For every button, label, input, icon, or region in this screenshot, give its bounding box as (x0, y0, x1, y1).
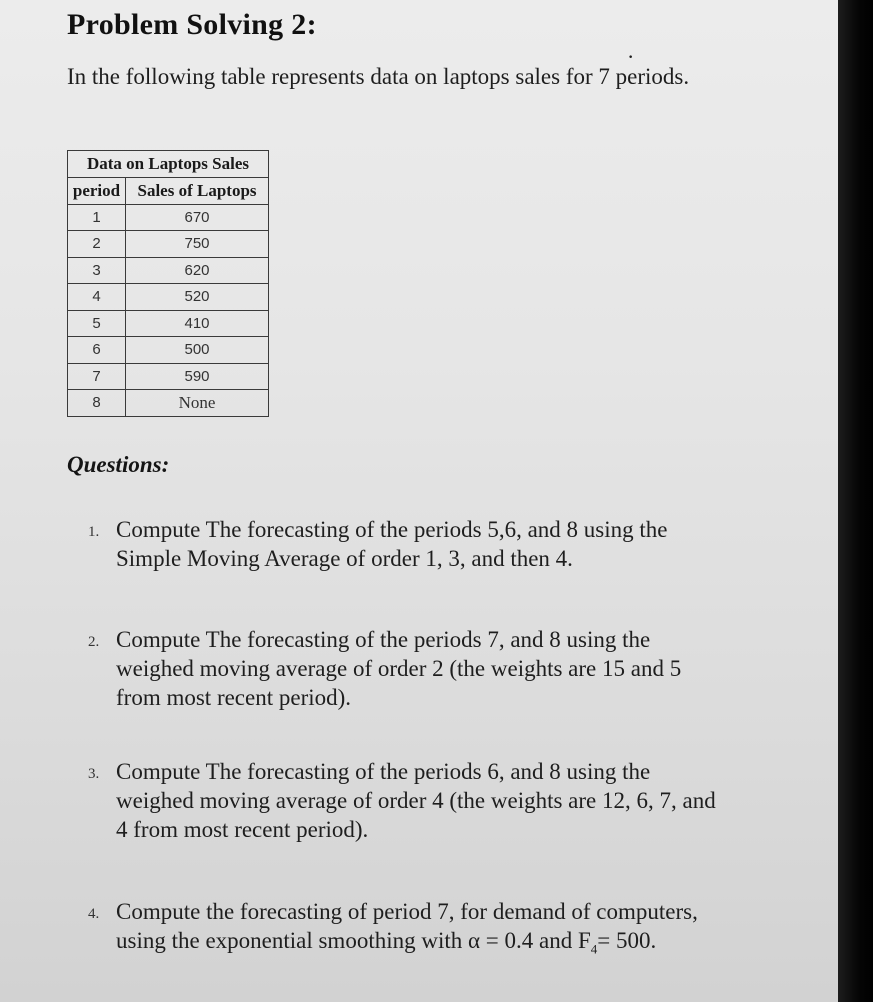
table-row (68, 204, 269, 231)
table-header-row (68, 178, 269, 205)
stray-mark: · (627, 44, 635, 69)
questions-heading: Questions: (67, 452, 170, 477)
period-cell: 7 (68, 363, 126, 390)
table-row (68, 363, 269, 390)
sales-cell: 520 (126, 284, 269, 311)
sales-cell: 670 (126, 204, 269, 231)
table-row (68, 310, 269, 337)
period-cell: 1 (68, 204, 126, 231)
sales-cell: 590 (126, 363, 269, 390)
laptop-sales-table (67, 150, 269, 417)
period-cell: 8 (68, 390, 126, 417)
question-number: 1. (88, 524, 100, 540)
problem-title: Problem Solving 2: (67, 8, 317, 41)
period-cell: 4 (68, 284, 126, 311)
table-row (68, 231, 269, 258)
period-cell: 3 (68, 257, 126, 284)
sales-cell: None (126, 390, 269, 417)
table-row (68, 390, 269, 417)
screen-bezel (838, 0, 873, 1002)
question-number: 3. (88, 766, 100, 782)
period-cell: 6 (68, 337, 126, 364)
question-item (88, 897, 728, 964)
question-item (88, 625, 728, 712)
question-text (116, 897, 728, 964)
forecast-subscript: 4 (590, 941, 598, 957)
sales-cell: 500 (126, 337, 269, 364)
table-row (68, 337, 269, 364)
column-header-sales: Sales of Laptops (126, 178, 269, 205)
question-text: Compute The forecasting of the periods 7, and 8 using the weighed moving average of order 2 (the weights are 15 and 5 from most recent period). (116, 627, 682, 710)
question-number: 4. (88, 906, 100, 922)
intro-paragraph (67, 44, 747, 91)
question-text-part: Compute the forecasting of period 7, for demand of computers, using the exponential smoothing with α = 0.4 and F (116, 899, 698, 953)
question-text-part: = 500. (597, 928, 657, 953)
table-caption: Data on Laptops Sales (68, 151, 269, 178)
period-cell: 5 (68, 310, 126, 337)
table-caption-row (68, 151, 269, 178)
sales-cell: 620 (126, 257, 269, 284)
table-row (68, 284, 269, 311)
question-item (88, 515, 728, 573)
period-cell: 2 (68, 231, 126, 258)
table-row (68, 257, 269, 284)
column-header-period: period (68, 178, 126, 205)
question-number: 2. (88, 634, 100, 650)
question-text: Compute The forecasting of the periods 6, and 8 using the weighed moving average of order 4 (the weights are 12, 6, 7, and 4 from most recent period). (116, 759, 716, 842)
intro-text: In the following table represents data on laptops sales for 7 periods. (67, 64, 690, 89)
sales-cell: 750 (126, 231, 269, 258)
question-item (88, 757, 728, 844)
question-text: Compute The forecasting of the periods 5,6, and 8 using the Simple Moving Average of order 1, 3, and then 4. (116, 517, 668, 571)
sales-cell: 410 (126, 310, 269, 337)
